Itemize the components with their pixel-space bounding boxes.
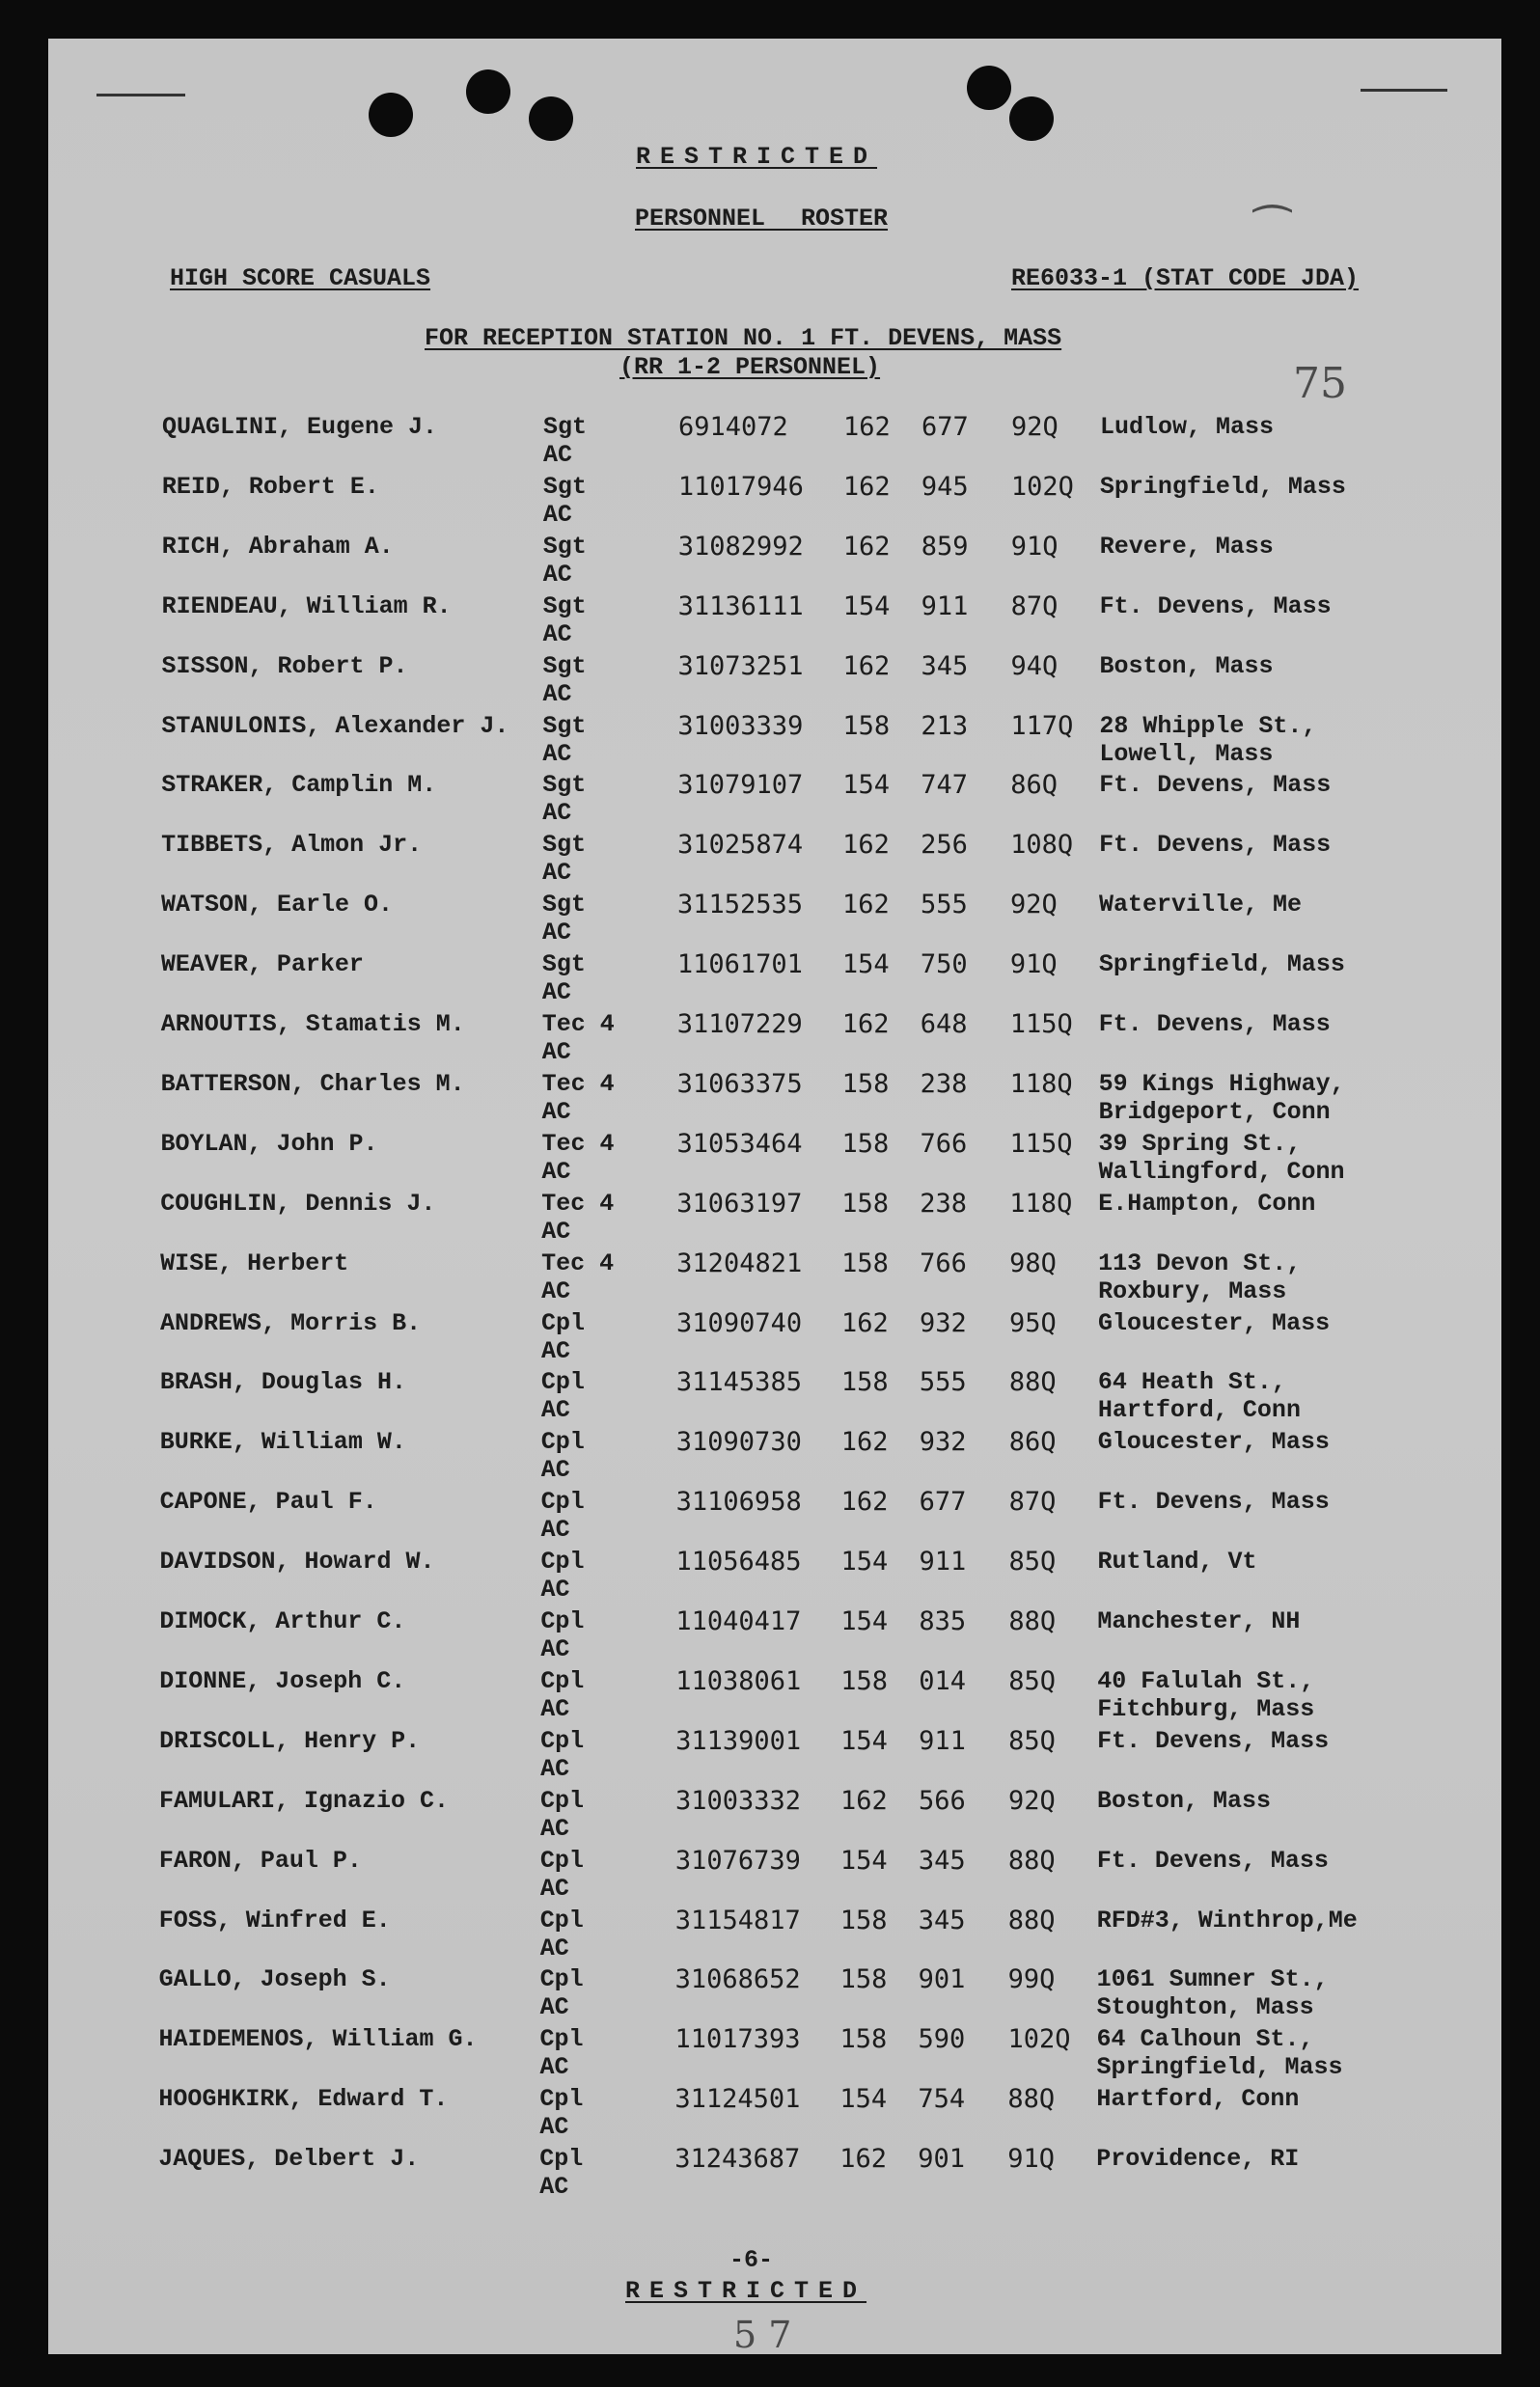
score: 115Q <box>1009 1009 1073 1039</box>
address: 39 Spring St., <box>1098 1129 1302 1158</box>
address: Rutland, Vt <box>1097 1548 1257 1577</box>
score: 117Q <box>1010 710 1074 741</box>
roster-row <box>0 533 1540 592</box>
address-line-2: Lowell, Mass <box>1099 739 1274 768</box>
roster-row <box>0 1368 1540 1428</box>
code-2: 911 <box>919 1725 966 1756</box>
roster-row <box>0 1847 1540 1907</box>
rank: Cpl <box>540 1368 585 1397</box>
serial-number: 31082992 <box>677 531 804 562</box>
code-1: 162 <box>839 2144 887 2175</box>
roster-row <box>0 1190 1540 1249</box>
code-1: 158 <box>840 1665 889 1696</box>
code-2: 766 <box>920 1128 968 1159</box>
address: E.Hampton, Conn <box>1098 1189 1316 1218</box>
address: Ft. Devens, Mass <box>1098 1010 1331 1038</box>
code-1: 154 <box>839 2084 888 2115</box>
rank: Cpl <box>540 1548 585 1577</box>
code-2: 566 <box>919 1785 966 1816</box>
address: Boston, Mass <box>1099 651 1274 680</box>
serial-number: 11061701 <box>676 949 803 980</box>
person-name: DRISCOLL, Henry P. <box>159 1726 421 1755</box>
rank: Cpl <box>539 2145 584 2174</box>
code-2: 238 <box>920 1068 968 1099</box>
score: 92Q <box>1011 412 1059 442</box>
branch: AC <box>541 1157 571 1186</box>
score: 94Q <box>1010 650 1059 681</box>
roster-row <box>0 1249 1540 1309</box>
code-2: 901 <box>918 1964 966 1995</box>
document-title: PERSONNEL ROSTER <box>635 205 889 233</box>
code-2: 555 <box>919 1367 967 1398</box>
personnel-category: (RR 1-2 PERSONNEL) <box>619 353 881 381</box>
roster-row <box>0 771 1540 831</box>
rank: Cpl <box>540 1428 585 1457</box>
code-2: 256 <box>921 830 968 861</box>
handwritten-mark: ⁀ <box>1254 205 1290 257</box>
address: Hartford, Conn <box>1096 2085 1300 2114</box>
address-line-2: Hartford, Conn <box>1097 1396 1301 1425</box>
score: 88Q <box>1007 2084 1056 2115</box>
code-2: 238 <box>920 1188 968 1219</box>
code-2: 677 <box>919 1487 967 1518</box>
code-2: 911 <box>921 590 969 621</box>
person-name: ANDREWS, Morris B. <box>160 1308 422 1337</box>
branch: AC <box>541 1336 571 1365</box>
roster-row <box>0 891 1540 950</box>
roster-row <box>0 2145 1540 2205</box>
branch: AC <box>542 859 572 888</box>
roster-row <box>0 2025 1540 2085</box>
code-1: 158 <box>841 1188 890 1219</box>
branch: AC <box>542 799 572 828</box>
person-name: WATSON, Earle O. <box>160 891 393 919</box>
address-line-2: Stoughton, Mass <box>1096 1993 1314 2022</box>
address: Providence, RI <box>1096 2145 1300 2174</box>
code-1: 162 <box>840 1487 889 1518</box>
person-name: FAMULARI, Ignazio C. <box>159 1786 450 1815</box>
punch-hole <box>529 96 573 141</box>
serial-number: 31090730 <box>675 1427 802 1458</box>
punch-hole <box>1009 96 1054 141</box>
branch: AC <box>540 1754 570 1783</box>
person-name: GALLO, Joseph S. <box>158 1965 391 1994</box>
address: 64 Heath St., <box>1097 1368 1286 1397</box>
code-2: 590 <box>918 2024 966 2055</box>
code-2: 835 <box>919 1606 967 1636</box>
rank: Sgt <box>542 711 587 740</box>
address: Ft. Devens, Mass <box>1099 831 1332 860</box>
serial-number: 31204821 <box>676 1248 803 1278</box>
serial-number: 11017393 <box>674 2024 801 2055</box>
code-1: 154 <box>842 590 891 621</box>
score: 85Q <box>1008 1547 1057 1578</box>
code-1: 162 <box>840 1427 889 1458</box>
code-2: 014 <box>919 1665 967 1696</box>
roster-row <box>0 712 1540 772</box>
rank: Cpl <box>540 1666 585 1695</box>
address: Ft. Devens, Mass <box>1097 1488 1330 1517</box>
serial-number: 11017946 <box>677 471 804 502</box>
code-2: 345 <box>918 1845 966 1876</box>
code-1: 162 <box>842 650 891 681</box>
serial-number: 31003332 <box>675 1785 802 1816</box>
address: 113 Devon St., <box>1098 1248 1302 1277</box>
code-1: 158 <box>841 1248 889 1278</box>
classification-header: RESTRICTED <box>636 143 878 171</box>
serial-number: 31106958 <box>675 1487 802 1518</box>
rank: Cpl <box>540 1786 585 1815</box>
branch: AC <box>541 919 571 947</box>
rank: Sgt <box>542 591 587 620</box>
person-name: HOOGHKIRK, Edward T. <box>158 2085 449 2114</box>
score: 85Q <box>1008 1665 1057 1696</box>
person-name: COUGHLIN, Dennis J. <box>160 1189 436 1218</box>
serial-number: 31107229 <box>676 1009 803 1039</box>
score: 87Q <box>1008 1487 1057 1518</box>
person-name: FARON, Paul P. <box>158 1846 362 1875</box>
roster-row <box>0 950 1540 1010</box>
branch: AC <box>540 1814 570 1843</box>
branch: AC <box>540 1396 570 1425</box>
person-name: CAPONE, Paul F. <box>159 1488 377 1517</box>
rank: Tec 4 <box>541 1069 615 1098</box>
code-1: 162 <box>842 830 890 861</box>
punch-hole <box>967 66 1011 110</box>
code-1: 158 <box>839 1964 888 1995</box>
branch: AC <box>539 2173 569 2202</box>
code-2: 213 <box>921 710 969 741</box>
binding-mark <box>1361 89 1447 92</box>
person-name: FOSS, Winfred E. <box>158 1906 391 1934</box>
branch: AC <box>541 1097 571 1126</box>
handwritten-footer: 5 7 <box>733 2314 792 2356</box>
code-2: 754 <box>918 2084 966 2115</box>
rank: Cpl <box>539 2025 584 2054</box>
person-name: WEAVER, Parker <box>160 950 364 979</box>
person-name: DAVIDSON, Howard W. <box>159 1548 435 1577</box>
binding-mark <box>96 94 185 96</box>
person-name: BOYLAN, John P. <box>160 1129 378 1158</box>
code-1: 158 <box>841 1068 890 1099</box>
score: 95Q <box>1009 1307 1057 1338</box>
person-name: QUAGLINI, Eugene J. <box>162 413 438 441</box>
address: Manchester, NH <box>1097 1607 1301 1635</box>
serial-number: 31063197 <box>676 1188 803 1219</box>
serial-number: 31053464 <box>676 1128 803 1159</box>
rank: Cpl <box>539 1846 584 1875</box>
branch: AC <box>541 1217 571 1246</box>
roster-row <box>0 1428 1540 1488</box>
serial-number: 31003339 <box>677 710 804 741</box>
score: 118Q <box>1009 1188 1073 1219</box>
rank: Sgt <box>541 891 586 919</box>
roster-row <box>0 1907 1540 1966</box>
person-name: JAQUES, Delbert J. <box>158 2145 420 2174</box>
code-2: 345 <box>921 650 969 681</box>
person-name: STRAKER, Camplin M. <box>161 771 437 800</box>
serial-number: 31136111 <box>677 590 804 621</box>
address: Waterville, Me <box>1098 891 1302 919</box>
code-2: 901 <box>918 2144 965 2175</box>
code-1: 162 <box>841 1009 890 1039</box>
person-name: DIMOCK, Arthur C. <box>159 1607 406 1635</box>
serial-number: 31076739 <box>674 1845 801 1876</box>
address: Boston, Mass <box>1097 1786 1272 1815</box>
address: Ft. Devens, Mass <box>1099 771 1332 800</box>
address-line-2: Bridgeport, Conn <box>1098 1097 1331 1126</box>
address-line-2: Roxbury, Mass <box>1098 1276 1287 1305</box>
person-name: TIBBETS, Almon Jr. <box>161 831 423 860</box>
roster-row <box>0 1548 1540 1607</box>
serial-number: 11040417 <box>675 1606 802 1636</box>
rank: Cpl <box>539 2085 584 2114</box>
serial-number: 31124501 <box>674 2084 801 2115</box>
serial-number: 11038061 <box>675 1665 802 1696</box>
person-name: SISSON, Robert P. <box>161 651 408 680</box>
branch: AC <box>540 1456 570 1485</box>
code-1: 162 <box>840 1785 888 1816</box>
code-1: 162 <box>842 531 891 562</box>
score: 115Q <box>1009 1128 1073 1159</box>
code-2: 677 <box>921 412 969 442</box>
branch: AC <box>542 679 572 708</box>
roster-row <box>0 652 1540 712</box>
handwritten-number: 75 <box>1293 359 1347 408</box>
person-name: BATTERSON, Charles M. <box>160 1069 465 1098</box>
person-name: ARNOUTIS, Stamatis M. <box>160 1010 465 1038</box>
address: Springfield, Mass <box>1098 950 1345 979</box>
rank: Sgt <box>543 413 588 441</box>
address: 28 Whipple St., <box>1099 711 1317 740</box>
branch: AC <box>539 1993 569 2022</box>
score: 88Q <box>1007 1845 1056 1876</box>
serial-number: 31025874 <box>677 830 804 861</box>
person-name: STANULONIS, Alexander J. <box>161 711 509 740</box>
serial-number: 31139001 <box>675 1725 802 1756</box>
code-1: 154 <box>840 1606 889 1636</box>
address-line-2: Wallingford, Conn <box>1098 1157 1345 1186</box>
serial-number: 31154817 <box>674 1905 801 1935</box>
address: Ft. Devens, Mass <box>1096 1846 1329 1875</box>
serial-number: 31073251 <box>677 650 804 681</box>
score: 108Q <box>1010 830 1074 861</box>
address: Springfield, Mass <box>1099 472 1346 501</box>
score: 88Q <box>1008 1367 1057 1398</box>
rank: Tec 4 <box>541 1129 615 1158</box>
code-1: 154 <box>840 1547 889 1578</box>
code-1: 158 <box>841 1128 890 1159</box>
rank: Cpl <box>541 1308 586 1337</box>
code-2: 911 <box>919 1547 967 1578</box>
branch: AC <box>539 1934 569 1962</box>
score: 86Q <box>1010 770 1058 801</box>
roster-row <box>0 1130 1540 1190</box>
address-line-2: Fitchburg, Mass <box>1097 1694 1315 1723</box>
rank: Sgt <box>542 532 587 561</box>
rank: Tec 4 <box>541 1189 615 1218</box>
branch: AC <box>540 1516 570 1545</box>
person-name: BRASH, Douglas H. <box>159 1368 406 1397</box>
person-name: WISE, Herbert <box>160 1248 349 1277</box>
rank: Tec 4 <box>541 1248 615 1277</box>
person-name: RIENDEAU, William R. <box>161 591 452 620</box>
branch: AC <box>542 619 572 648</box>
address: 1061 Sumner St., <box>1096 1965 1329 1994</box>
code-1: 154 <box>840 1725 888 1756</box>
code-2: 345 <box>918 1905 966 1935</box>
serial-number: 31063375 <box>676 1068 803 1099</box>
page-number: -6- <box>729 2246 774 2274</box>
branch: AC <box>539 2113 569 2142</box>
branch: AC <box>542 500 572 529</box>
roster-row <box>0 1965 1540 2025</box>
score: 102Q <box>1007 2024 1071 2055</box>
score: 99Q <box>1007 1964 1056 1995</box>
score: 91Q <box>1009 949 1058 980</box>
address: Revere, Mass <box>1099 532 1274 561</box>
address: 40 Falulah St., <box>1097 1666 1315 1695</box>
code-1: 158 <box>842 710 891 741</box>
code-2: 932 <box>920 1307 967 1338</box>
roster-row <box>0 1070 1540 1130</box>
code-2: 555 <box>920 890 968 920</box>
score: 88Q <box>1008 1606 1057 1636</box>
code-1: 154 <box>839 1845 888 1876</box>
address-line-2: Springfield, Mass <box>1096 2053 1343 2082</box>
address: Ludlow, Mass <box>1100 413 1275 441</box>
roster-row <box>0 1010 1540 1070</box>
serial-number: 31079107 <box>677 770 804 801</box>
person-name: HAIDEMENOS, William G. <box>158 2025 478 2054</box>
roster-row <box>0 2085 1540 2145</box>
rank: Tec 4 <box>541 1010 615 1038</box>
serial-number: 31243687 <box>674 2144 801 2175</box>
score: 92Q <box>1008 1785 1056 1816</box>
rank: Sgt <box>541 950 586 979</box>
person-name: BURKE, William W. <box>159 1428 406 1457</box>
address: RFD#3, Winthrop,Me <box>1096 1906 1358 1934</box>
address: 59 Kings Highway, <box>1098 1069 1345 1098</box>
serial-number: 31152535 <box>676 890 803 920</box>
roster-row <box>0 1727 1540 1787</box>
code-2: 932 <box>919 1427 967 1458</box>
person-name: RICH, Abraham A. <box>161 532 394 561</box>
branch: AC <box>540 1635 570 1663</box>
code-2: 766 <box>920 1248 967 1278</box>
code-1: 162 <box>841 890 890 920</box>
code-1: 162 <box>841 1307 889 1338</box>
code-1: 158 <box>840 1367 889 1398</box>
person-name: REID, Robert E. <box>161 472 379 501</box>
code-1: 162 <box>842 471 891 502</box>
roster-row <box>0 1787 1540 1847</box>
rank: Cpl <box>539 1965 584 1994</box>
roster-row <box>0 1488 1540 1548</box>
classification-footer: RESTRICTED <box>625 2277 867 2305</box>
rank: Sgt <box>542 771 587 800</box>
score: 92Q <box>1009 890 1058 920</box>
code-1: 154 <box>842 770 890 801</box>
rank: Sgt <box>542 472 587 501</box>
address: Ft. Devens, Mass <box>1097 1726 1330 1755</box>
roster-row <box>0 473 1540 533</box>
code-2: 750 <box>920 949 968 980</box>
score: 91Q <box>1007 2144 1055 2175</box>
rank: Sgt <box>542 831 587 860</box>
code-1: 162 <box>843 412 891 442</box>
branch: AC <box>543 441 573 469</box>
rank: Cpl <box>540 1607 585 1635</box>
serial-number: 31090740 <box>676 1307 803 1338</box>
destination: FOR RECEPTION STATION NO. 1 FT. DEVENS, MASS <box>425 324 1062 352</box>
address: Gloucester, Mass <box>1098 1308 1331 1337</box>
code-2: 747 <box>921 770 968 801</box>
serial-number: 11056485 <box>675 1547 802 1578</box>
code-2: 859 <box>921 531 969 562</box>
branch: AC <box>540 1694 570 1723</box>
address: 64 Calhoun St., <box>1096 2025 1314 2054</box>
roster-row <box>0 1667 1540 1727</box>
score: 85Q <box>1008 1725 1056 1756</box>
score: 98Q <box>1009 1248 1057 1278</box>
rank: Cpl <box>540 1488 585 1517</box>
score: 91Q <box>1010 531 1059 562</box>
roster-row <box>0 413 1540 473</box>
serial-number: 6914072 <box>678 412 788 442</box>
punch-hole <box>369 93 413 137</box>
branch: AC <box>541 1276 571 1305</box>
code-2: 648 <box>920 1009 968 1039</box>
roster-row <box>0 831 1540 891</box>
code-1: 158 <box>839 2024 888 2055</box>
roster-row <box>0 1309 1540 1369</box>
code-2: 945 <box>921 471 969 502</box>
branch: AC <box>541 978 571 1007</box>
punch-hole <box>466 69 510 114</box>
score: 102Q <box>1010 471 1074 502</box>
branch: AC <box>542 739 572 768</box>
roster-code: RE6033-1 (STAT CODE JDA) <box>1011 264 1360 292</box>
roster-row <box>0 1607 1540 1667</box>
branch: AC <box>539 1874 569 1903</box>
address: Gloucester, Mass <box>1097 1428 1330 1457</box>
unit-name: HIGH SCORE CASUALS <box>170 264 431 292</box>
branch: AC <box>539 2053 569 2082</box>
person-name: DIONNE, Joseph C. <box>159 1666 406 1695</box>
rank: Cpl <box>540 1726 585 1755</box>
score: 86Q <box>1008 1427 1057 1458</box>
serial-number: 31068652 <box>674 1964 801 1995</box>
score: 118Q <box>1009 1068 1073 1099</box>
roster-row <box>0 592 1540 652</box>
code-1: 154 <box>841 949 890 980</box>
address: Ft. Devens, Mass <box>1099 591 1332 620</box>
branch: AC <box>541 1038 571 1066</box>
branch: AC <box>542 560 572 589</box>
rank: Cpl <box>539 1906 584 1934</box>
serial-number: 31145385 <box>675 1367 802 1398</box>
score: 87Q <box>1010 590 1059 621</box>
branch: AC <box>540 1576 570 1605</box>
rank: Sgt <box>542 651 587 680</box>
code-1: 158 <box>839 1905 888 1935</box>
score: 88Q <box>1007 1905 1056 1935</box>
